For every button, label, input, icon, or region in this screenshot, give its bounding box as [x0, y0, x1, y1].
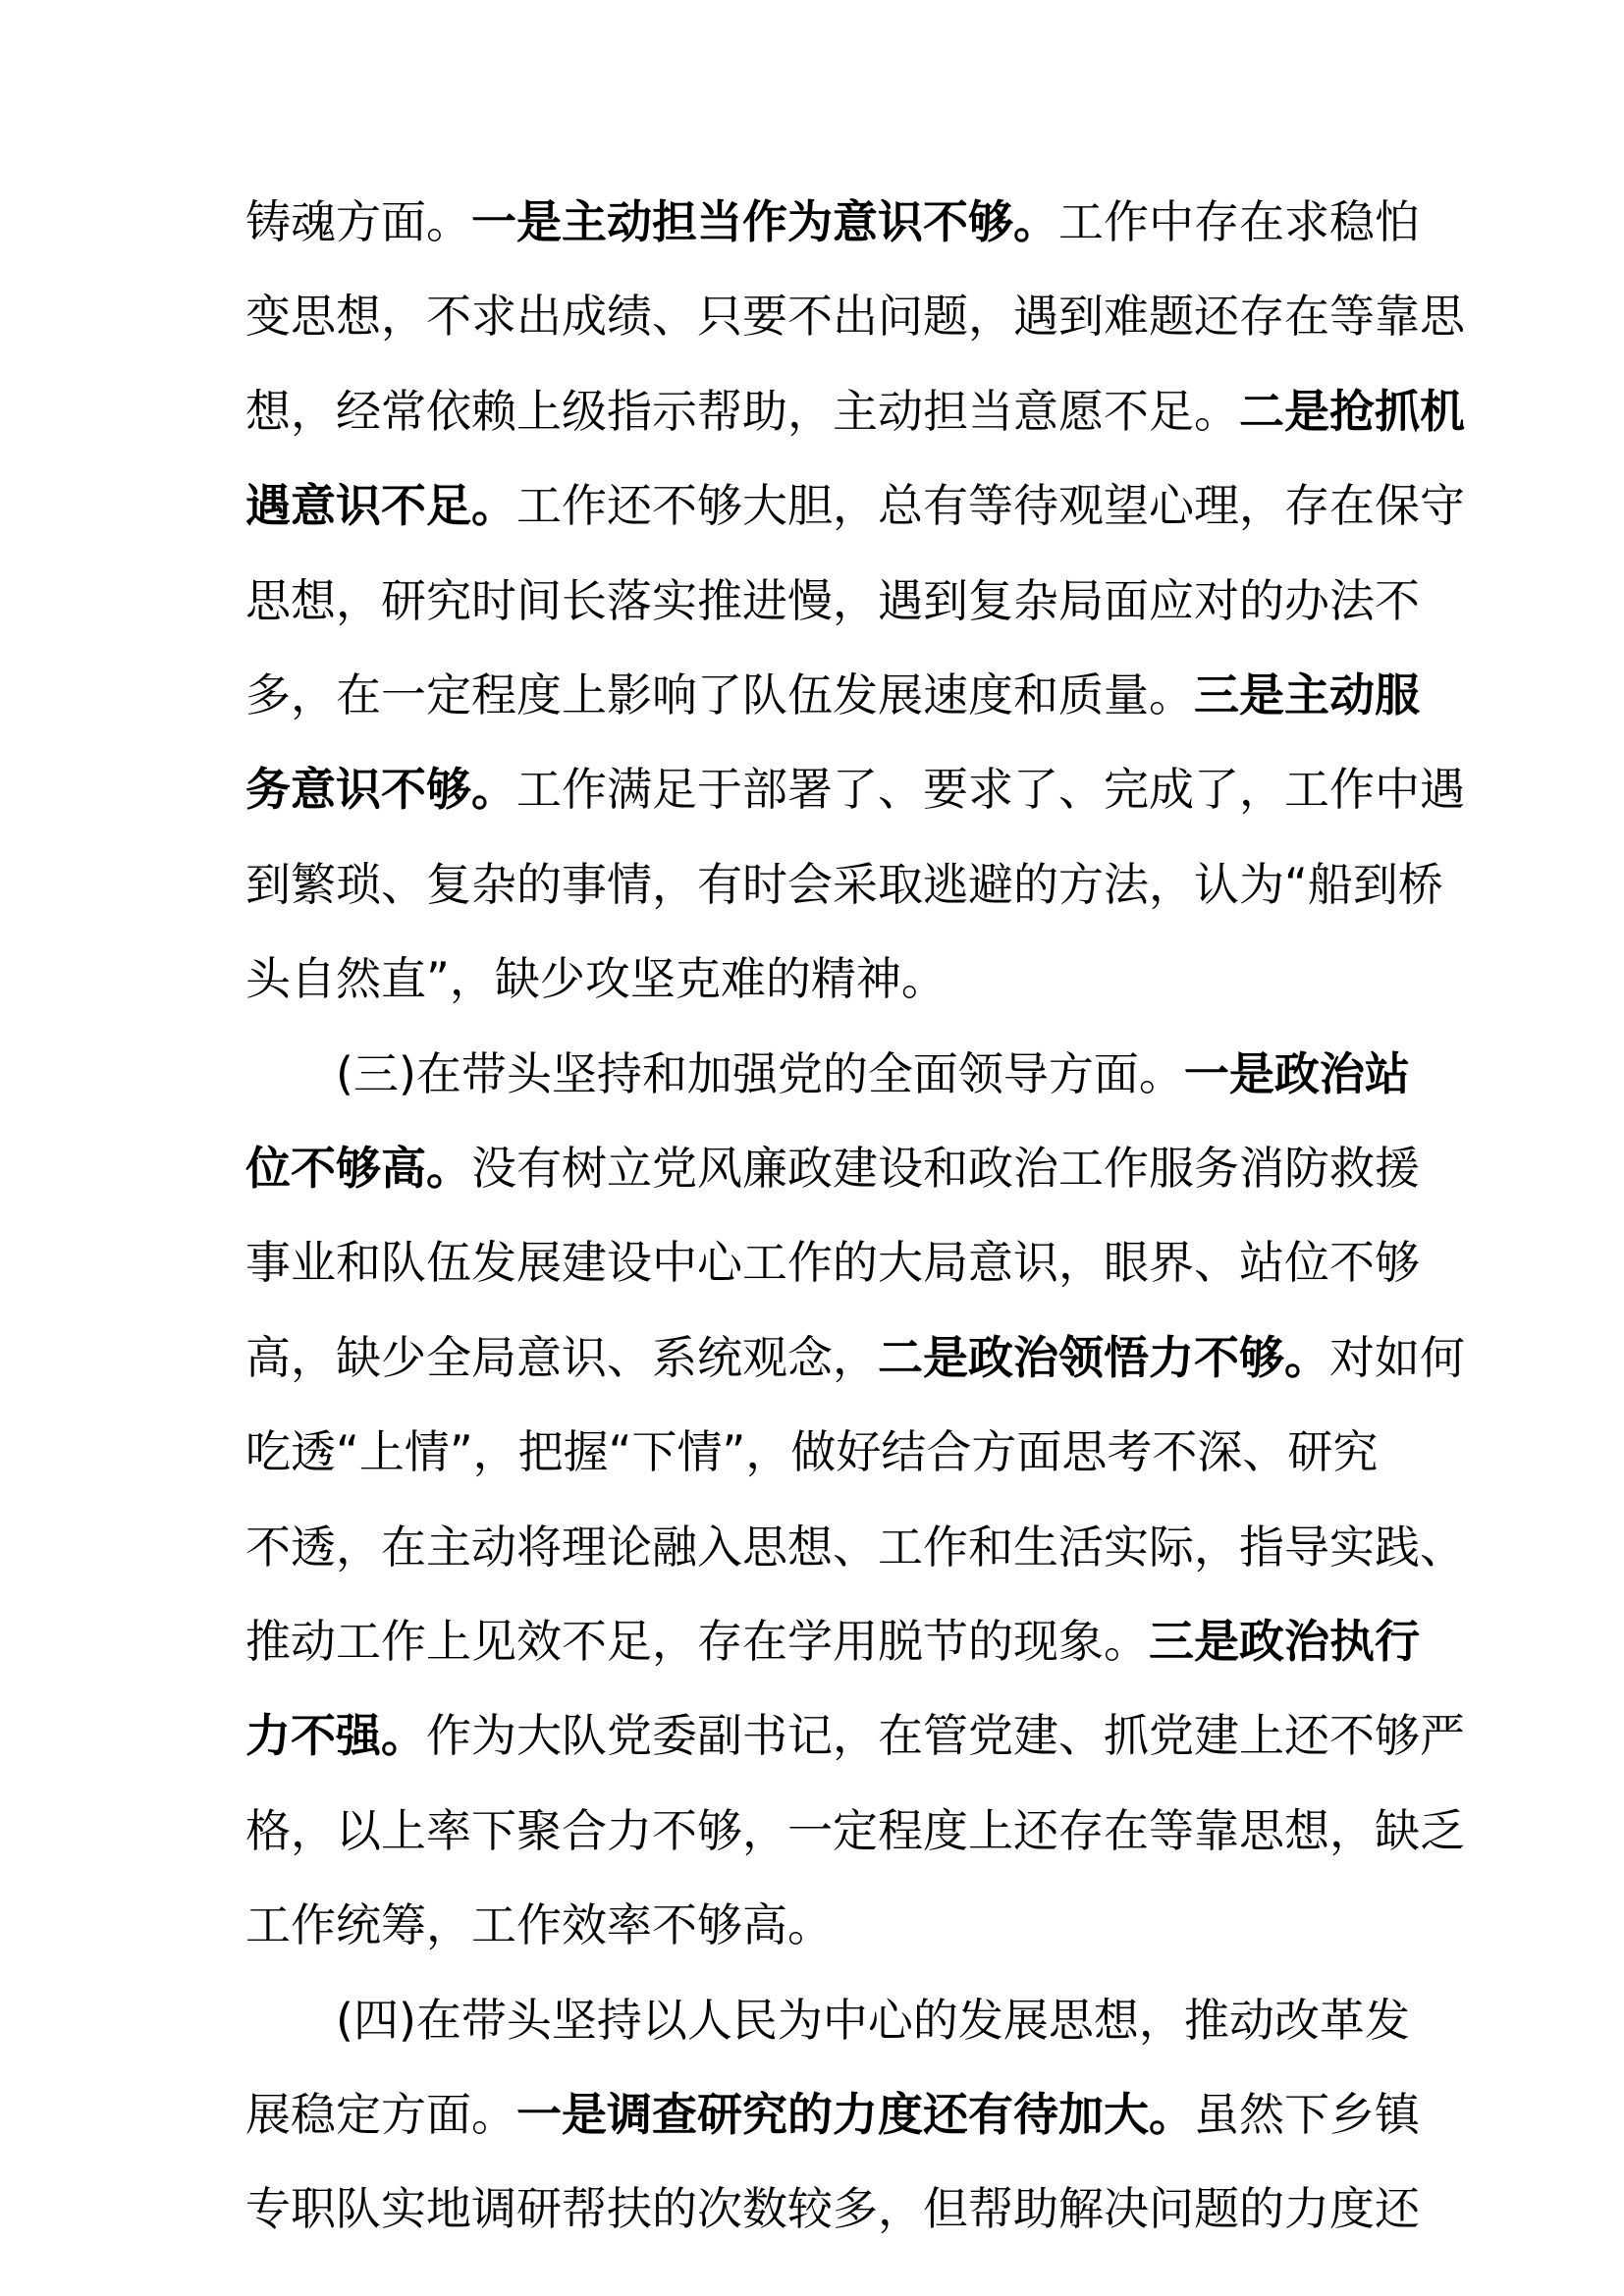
bold-phrase: 二是政治领悟力不够。 [878, 1331, 1329, 1384]
text-line [245, 934, 1384, 1023]
bold-phrase: 遇意识不足。 [245, 479, 516, 532]
text-line [245, 461, 1465, 550]
text-line [245, 1218, 1420, 1307]
text-line [245, 1313, 1465, 1402]
text-segment: 工作还不够大胆，总有等待观望心理，存在保守 [516, 479, 1465, 532]
text-segment: (三)在带头坚持和加强党的全面领导方面。 [336, 1047, 1184, 1100]
text-segment: 虽然下乡镇 [1194, 2088, 1420, 2141]
text-line [336, 1030, 1410, 1118]
text-segment: 专职队实地调研帮扶的次数较多，但帮助解决问题的力度还 [245, 2182, 1420, 2235]
text-line [245, 272, 1465, 360]
text-line [245, 1408, 1384, 1496]
text-segment: 作为大队党委副书记，在管党建、抓党建上还不够严 [426, 1709, 1465, 1762]
text-line [245, 745, 1465, 833]
text-segment: (四)在带头坚持以人民为中心的发展思想，推动改革发 [336, 1994, 1410, 2047]
text-line [336, 1976, 1410, 2064]
text-line [245, 1691, 1465, 1780]
text-segment: 想，经常依赖上级指示帮助，主动担当意愿不足。 [245, 385, 1239, 438]
text-line [245, 178, 1420, 266]
text-line [245, 651, 1420, 739]
text-line [245, 1124, 1420, 1212]
text-segment: 展稳定方面。 [245, 2088, 516, 2141]
text-line [245, 2070, 1420, 2159]
text-segment: 格，以上率下聚合力不够，一定程度上还存在等靠思想，缺乏 [245, 1804, 1465, 1857]
text-segment: 事业和队伍发展建设中心工作的大局意识，眼界、站位不够 [245, 1236, 1420, 1289]
text-segment: 到繁琐、复杂的事情，有时会采取逃避的方法，认为“船到桥 [245, 858, 1443, 911]
bold-phrase: 三是政治执行 [1149, 1615, 1420, 1668]
text-segment: 铸魂方面。 [245, 195, 471, 248]
text-segment: 对如何 [1329, 1331, 1465, 1384]
text-line [245, 1597, 1420, 1685]
bold-phrase: 位不够高。 [245, 1142, 471, 1195]
text-line [245, 1503, 1465, 1591]
bold-phrase: 力不强。 [245, 1709, 426, 1762]
text-segment: 头自然直”，缺少攻坚克难的精神。 [245, 952, 947, 1005]
text-line [245, 367, 1465, 455]
text-segment: 多，在一定程度上影响了队伍发展速度和质量。 [245, 668, 1194, 721]
text-segment: 高，缺少全局意识、系统观念， [245, 1331, 878, 1384]
text-segment: 工作统筹，工作效率不够高。 [245, 1898, 833, 1951]
text-segment: 工作中存在求稳怕 [1058, 195, 1420, 248]
text-segment: 没有树立党风廉政建设和政治工作服务消防救援 [471, 1142, 1420, 1195]
bold-phrase: 一是政治站 [1183, 1047, 1410, 1100]
text-segment: 吃透“上情”，把握“下情”，做好结合方面思考不深、研究 [245, 1425, 1379, 1478]
text-line [245, 1881, 1384, 1969]
text-line [245, 2164, 1420, 2253]
text-line [245, 1787, 1465, 1875]
text-segment: 思想，研究时间长落实推进慢，遇到复杂局面应对的办法不 [245, 574, 1420, 627]
bold-phrase: 三是主动服 [1194, 668, 1420, 721]
text-segment: 不透，在主动将理论融入思想、工作和生活实际，指导实践、 [245, 1521, 1465, 1574]
text-segment: 推动工作上见效不足，存在学用脱节的现象。 [245, 1615, 1149, 1668]
bold-phrase: 一是调查研究的力度还有待加大。 [516, 2088, 1194, 2141]
text-segment: 变思想，不求出成绩、只要不出问题，遇到难题还存在等靠思 [245, 290, 1465, 343]
text-line [245, 557, 1420, 645]
text-line [245, 840, 1443, 929]
bold-phrase: 二是抢抓机 [1239, 385, 1465, 438]
bold-phrase: 一是主动担当作为意识不够。 [471, 195, 1058, 248]
bold-phrase: 务意识不够。 [245, 763, 516, 816]
text-segment: 工作满足于部署了、要求了、完成了，工作中遇 [516, 763, 1465, 816]
